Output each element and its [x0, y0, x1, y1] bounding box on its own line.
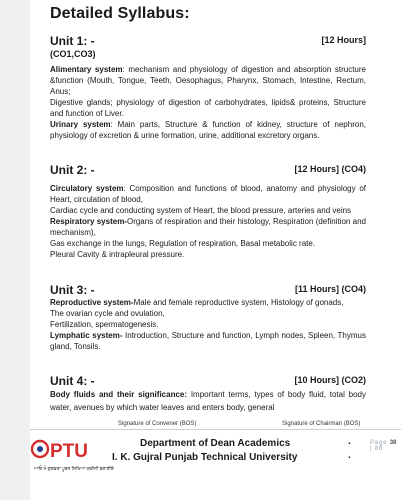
digestive-glands-text: Digestive glands; physiology of digestion of carbohydrates, lipids& proteins, Structure and function of Liver. [50, 98, 366, 118]
unit-4-hours: [10 Hours] (CO2) [294, 375, 366, 385]
unit-1-co: (CO1,CO3) [50, 49, 96, 59]
page-current: 38 [389, 440, 397, 446]
reproductive-label: Reproductive system- [50, 298, 134, 307]
ptu-logo [30, 434, 100, 466]
alimentary-label: Alimentary system [50, 65, 123, 74]
department-name: Department of Dean Academics [140, 438, 291, 449]
chairman-signature: Signature of Chairman (BOS) [282, 421, 361, 427]
unit-1-body [50, 64, 366, 141]
unit-2-body [50, 183, 366, 260]
body-fluids-paragraph [50, 388, 366, 414]
footer-divider [30, 429, 401, 430]
bullet-dot-1: . [348, 436, 351, 447]
alimentary-text: : mechanism and physiology of digestion and absorption structure &function (Mouth, Tongue, Teeth, Oesophagus, Pharynx, Stomach, Intestine, Rectum, Anus; [50, 65, 366, 96]
circulatory-text: : Composition and functions of blood, anatomy and physiology of Heart, circulation of blood, [50, 184, 367, 204]
respiratory-label: Respiratory system- [50, 217, 127, 226]
lymphatic-text: Introduction, Structure and function, Lymph nodes, Spleen, Thymus gland, Tonsils. [50, 331, 366, 351]
page-total: 88 [374, 446, 384, 452]
ovarian-text: The ovarian cycle and ovulation, [50, 309, 165, 318]
convener-signature: Signature of Convener (BOS) [118, 421, 197, 427]
urinary-paragraph [50, 119, 366, 141]
reproductive-paragraph [50, 297, 366, 308]
respiratory-text: Organs of respiration and their histology, Respiration (definition and mechanism), [50, 217, 366, 237]
unit-1-title: Unit 1: - [50, 34, 95, 48]
unit-4-body [50, 388, 366, 414]
lymphatic-label: Lymphatic system- [50, 331, 123, 340]
unit-3-hours: [11 Hours] (CO4) [294, 284, 366, 294]
urinary-text: : Main parts, Structure & function of kidney, structure of nephron, physiology of excretion & urine formation, urine, additional excretory organs. [50, 120, 366, 140]
document-page[interactable] [30, 0, 401, 500]
gas-exchange-text: Gas exchange in the lungs, Regulation of respiration, Basal metabolic rate. [50, 239, 316, 248]
unit-3-heading [50, 283, 366, 297]
body-fluids-label: Body fluids and their significance: [50, 390, 188, 399]
logo-core [37, 446, 43, 452]
page-title: Detailed Syllabus: [50, 5, 190, 22]
urinary-label: Urinary system [50, 120, 111, 129]
respiratory-paragraph [50, 216, 366, 238]
cardiac-text: Cardiac cycle and conducting system of Heart, the blood pressure, arteries and veins [50, 206, 352, 215]
page-separator: | [370, 446, 373, 452]
unit-2-title: Unit 2: - [50, 163, 95, 177]
body-fluids-text: Important terms, types of body fluid, total body water, avenues by which water leaves and enters body, general [50, 390, 367, 412]
circulatory-label: Circulatory system [50, 184, 124, 193]
pleural-text: Pleural Cavity & intrapleural pressure. [50, 250, 185, 259]
unit-3-body [50, 297, 366, 352]
lymphatic-paragraph [50, 330, 366, 352]
logo-text: PTU [50, 441, 88, 462]
unit-3-title: Unit 3: - [50, 283, 95, 297]
logo-tagline: ਆਓ ਮੰ ਗੁਣਵਤਾ ਪੂਰਨ ਸਿਖਿਆ ਯਕੀਨੀ ਬਣਾਈਏ [34, 466, 114, 471]
viewer-left-margin [0, 0, 30, 500]
page-label: Page [370, 440, 388, 446]
unit-2-hours: [12 Hours] (CO4) [294, 164, 366, 174]
page-number [370, 440, 401, 452]
reproductive-text: Male and female reproductive system, Histology of gonads, [133, 298, 344, 307]
alimentary-paragraph [50, 64, 366, 97]
bullet-dot-2: . [348, 450, 351, 461]
unit-2-heading [50, 163, 366, 177]
university-name: I. K. Gujral Punjab Technical University [112, 452, 298, 463]
circulatory-paragraph [50, 183, 366, 205]
unit-4-heading [50, 374, 366, 388]
unit-1-hours: [12 Hours] [321, 35, 366, 45]
fertilization-text: Fertilization, spermatogenesis. [50, 320, 159, 329]
unit-4-title: Unit 4: - [50, 374, 95, 388]
unit-1-heading [50, 34, 366, 48]
